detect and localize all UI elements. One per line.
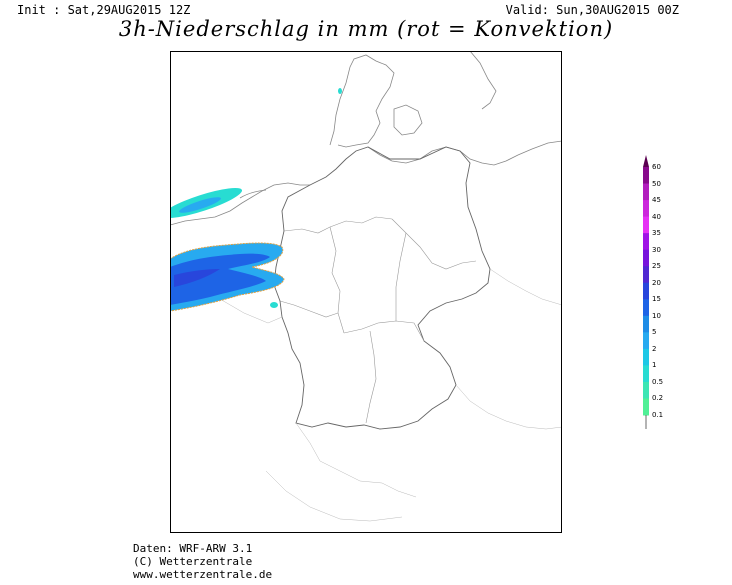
legend-tick-label: 5: [652, 328, 657, 337]
precip-cell-denmark: [338, 88, 342, 94]
precipitation-areas: [170, 88, 342, 311]
border-state-thuringia: [396, 233, 406, 321]
border-state-west: [330, 227, 344, 333]
color-legend: [641, 153, 671, 433]
legend-swatch: [643, 398, 649, 415]
legend-swatch: [643, 349, 649, 366]
legend-swatch: [643, 250, 649, 267]
legend-tick-label: 20: [652, 278, 661, 287]
coastlines: [170, 51, 562, 269]
legend-tick-label: 0.2: [652, 394, 664, 403]
legend-cap: [643, 155, 649, 167]
legend-tick-label: 10: [652, 311, 661, 320]
legend-swatch: [643, 217, 649, 234]
legend-swatch: [643, 365, 649, 382]
valid-time-label: Valid: Sun,30AUG2015 00Z: [505, 3, 679, 17]
legend-swatch: [643, 332, 649, 349]
border-poland: [490, 269, 562, 305]
legend-tick-label: 0.1: [652, 411, 664, 419]
map-canvas: [170, 51, 562, 533]
legend-tick-label: 0.5: [652, 377, 664, 386]
legend-tick-label: 45: [652, 196, 661, 205]
border-switzerland: [296, 423, 416, 497]
state-borders: [280, 217, 476, 423]
precip-cell-small: [270, 302, 278, 308]
coastline-jutland: [330, 55, 394, 147]
legend-colorbar: [641, 153, 653, 433]
legend-tick-label: 2: [652, 344, 657, 353]
legend-swatch: [643, 316, 649, 333]
footer-copyright: (C) Wetterzentrale: [133, 555, 253, 568]
legend-tick-label: 50: [652, 179, 661, 188]
map-title: 3h-Niederschlag in mm (rot = Konvektion): [118, 17, 614, 41]
legend-swatch: [643, 233, 649, 250]
legend-tick-label: 25: [652, 262, 661, 271]
legend-swatch: [643, 299, 649, 316]
legend-tick-label: 30: [652, 245, 661, 254]
legend-swatch: [643, 283, 649, 300]
coastline-baltic: [368, 141, 562, 165]
border-state-south: [366, 331, 376, 423]
footer-data-source: Daten: WRF-ARW 3.1: [133, 542, 253, 555]
border-state-north: [284, 217, 392, 233]
legend-swatch: [643, 266, 649, 283]
init-time-label: Init : Sat,29AUG2015 12Z: [17, 3, 191, 17]
legend-swatch: [643, 184, 649, 201]
border-austria-czech: [456, 385, 562, 429]
legend-swatch: [643, 382, 649, 399]
legend-tick-label: 35: [652, 229, 661, 238]
country-borders: [170, 269, 562, 521]
coastline-sweden: [470, 51, 496, 109]
footer-credits: [133, 542, 272, 581]
legend-tick-label: 1: [652, 361, 657, 370]
legend-tick-label: 60: [652, 163, 661, 171]
footer-website: www.wetterzentrale.de: [133, 568, 273, 581]
border-state-southwest: [280, 301, 338, 317]
border-alps: [266, 471, 402, 521]
coastline-zealand: [394, 105, 422, 135]
legend-swatch: [643, 200, 649, 217]
legend-tick-label: 15: [652, 295, 661, 304]
border-state-center: [344, 321, 424, 341]
border-state-east: [392, 219, 476, 269]
legend-swatch: [643, 167, 649, 184]
legend-tick-label: 40: [652, 212, 661, 221]
precipitation-map: [170, 51, 562, 533]
